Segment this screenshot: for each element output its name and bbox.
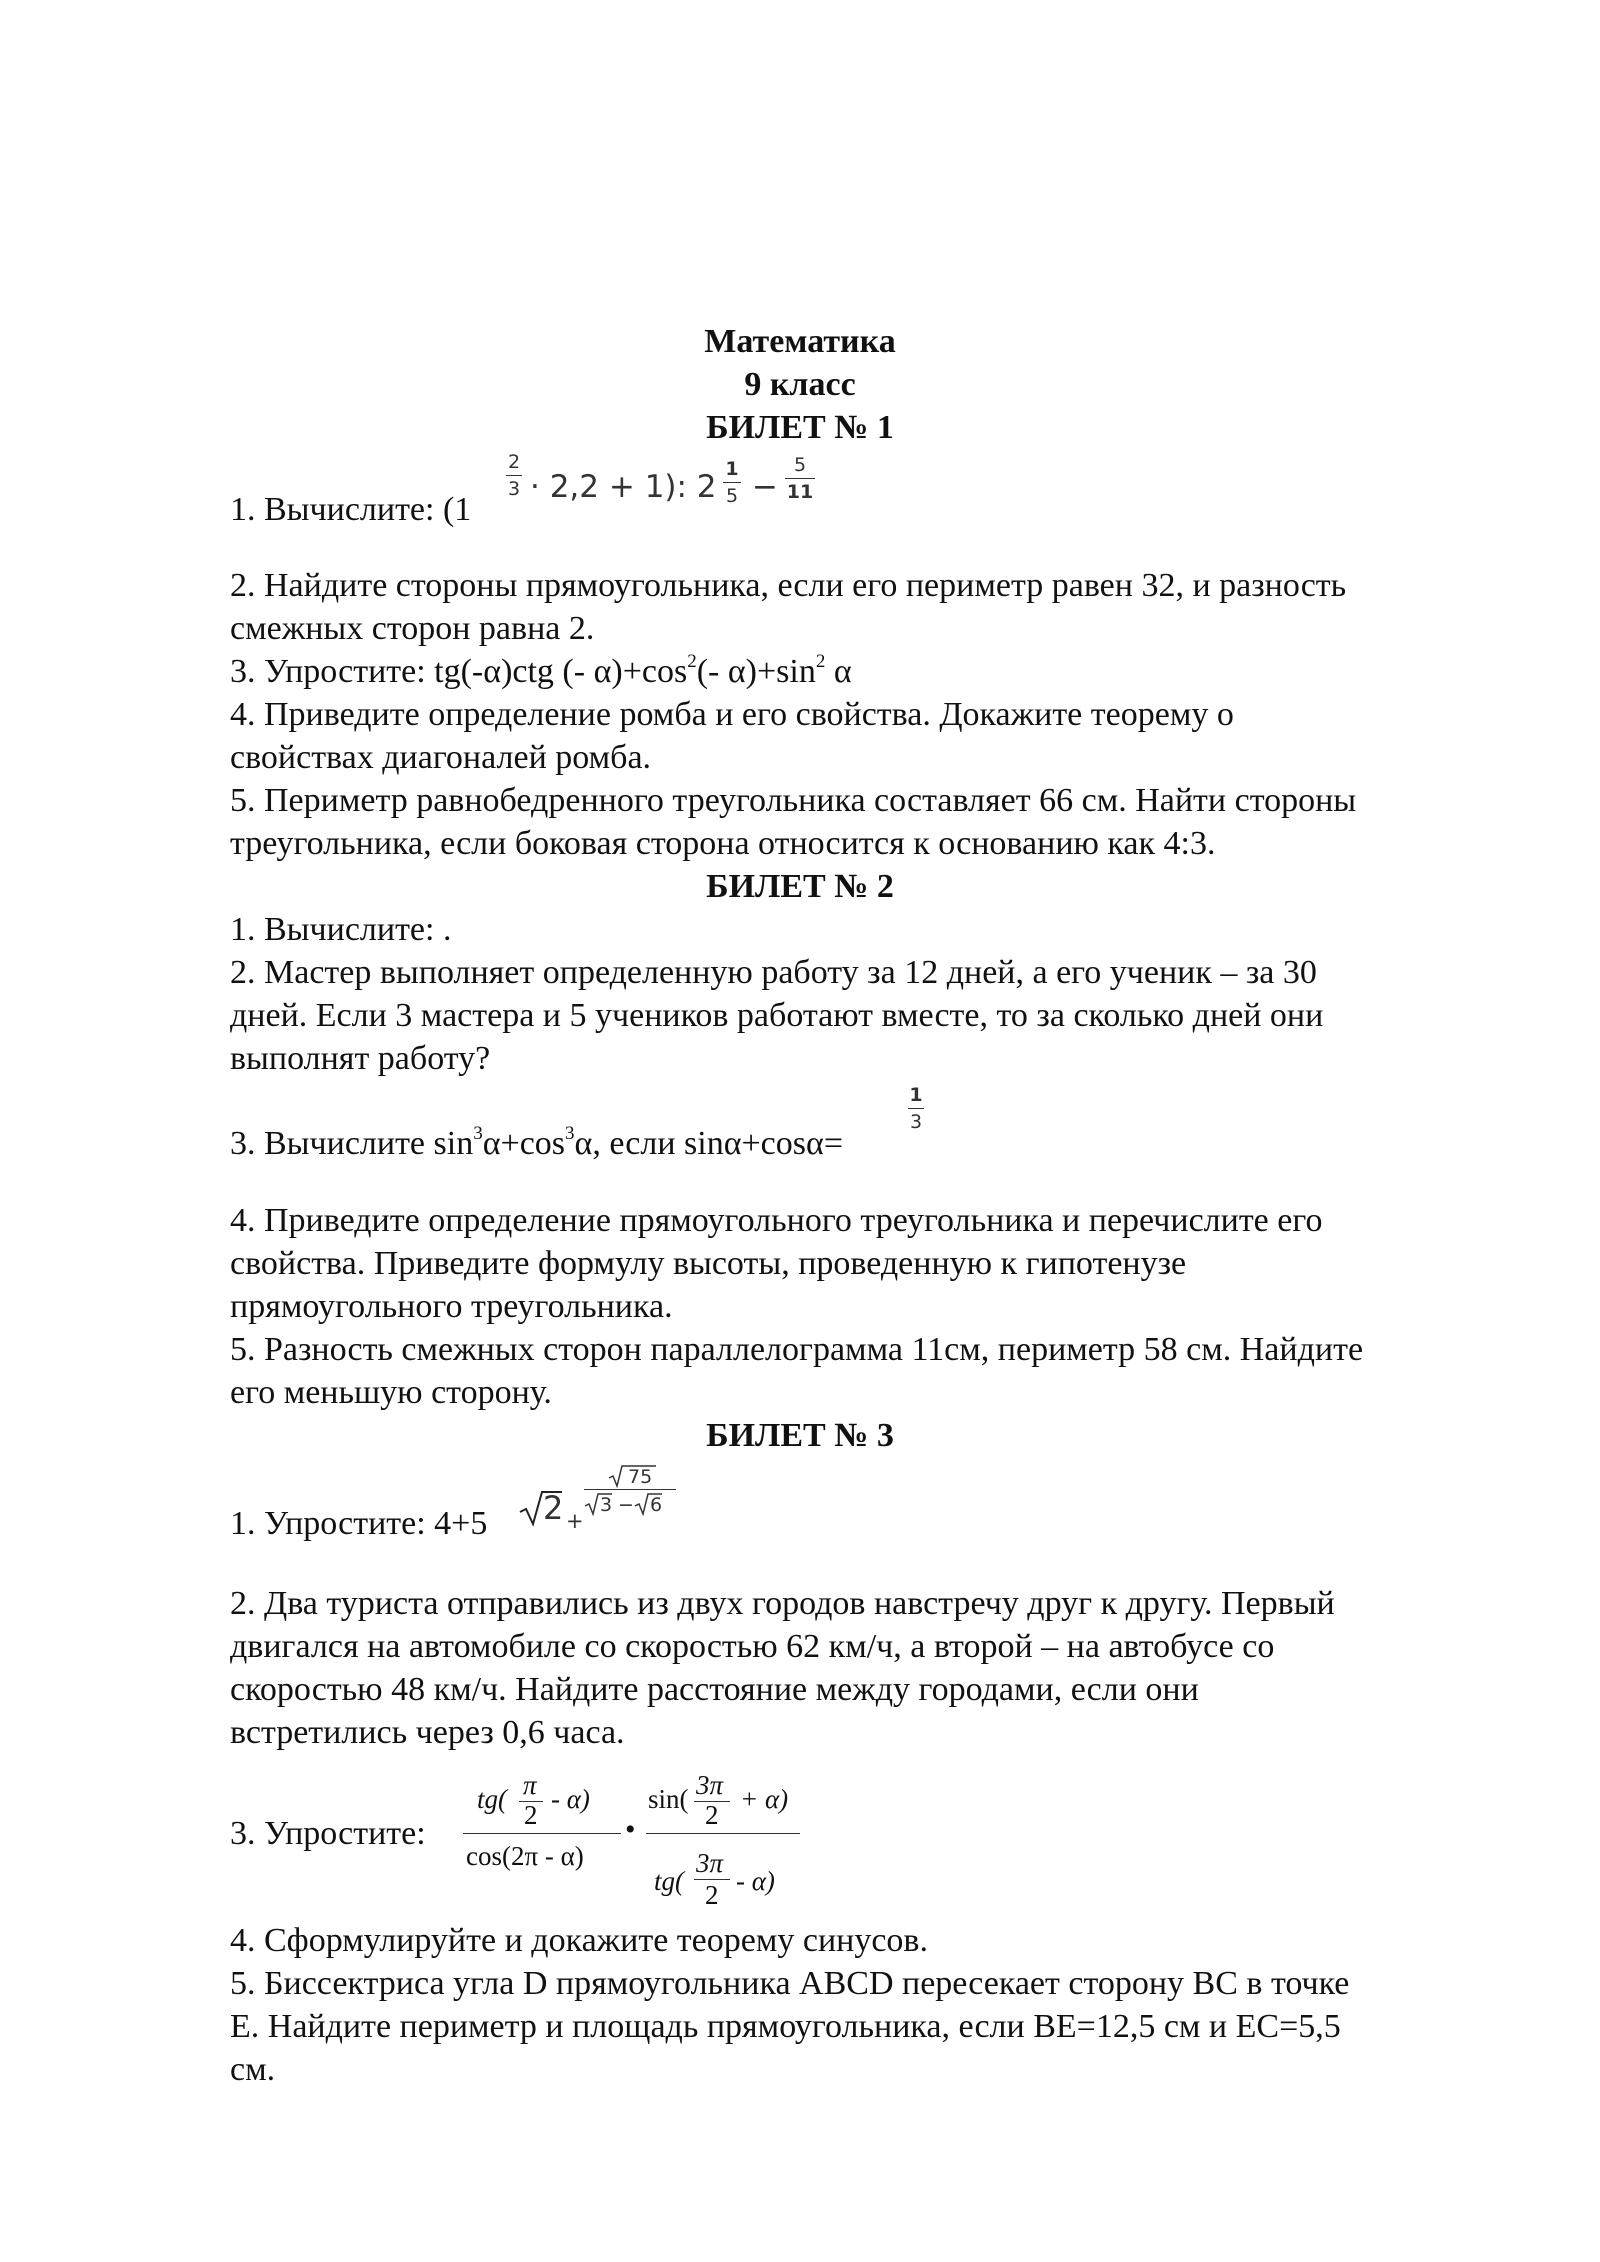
t2-q2-line-3: выполнят работу?: [230, 1040, 491, 1077]
t2-q3-frac: 1 3: [909, 1084, 923, 1133]
t1-q2-line-1: 2. Найдите стороны прямоугольника, если его периметр равен 32, и разность: [230, 567, 1347, 604]
t3-q5-line-2: E. Найдите периметр и площадь прямоугольника, если BE=12,5 см и EC=5,5: [230, 2008, 1341, 2045]
t1-q1-frac2: 1 5: [721, 458, 743, 507]
ticket-3-question-4: 4. Сформулируйте и докажите теорему синусов.: [230, 1922, 928, 1959]
t1-q1-middle: · 2,2 + 1): 2: [530, 469, 717, 505]
t3-q1-prefix: 1. Упростите: 4+5: [230, 1505, 488, 1542]
t2-q4-line-3: прямоугольного треугольника.: [230, 1288, 673, 1325]
t1-q1-prefix: 1. Вычислите: (1: [230, 491, 472, 528]
t1-q4-line-2: свойствах диагоналей ромба.: [230, 739, 652, 776]
t3-q5-line-3: см.: [230, 2051, 276, 2088]
t3-q3-left-bar: [463, 1833, 621, 1834]
t2-q2-line-2: дней. Если 3 мастера и 5 учеников работают вместе, то за сколько дней они: [230, 997, 1324, 1034]
t3-q2-line-2: двигался на автомобиле со скоростью 62 км/ч, а второй – на автобусе со: [230, 1628, 1275, 1665]
ticket-3-title: БИЛЕТ № 3: [706, 1417, 894, 1454]
t3-q1-plus: +: [566, 1509, 584, 1533]
t2-q2-line-1: 2. Мастер выполняет определенную работу за 12 дней, а его ученик – за 30: [230, 954, 1317, 991]
t3-q3-right-bar: [646, 1833, 800, 1834]
t1-q4-line-1: 4. Приведите определение ромба и его свойства. Докажите теорему о: [230, 696, 1234, 733]
t1-q1-frac3: 5 11: [786, 454, 814, 503]
t3-q5-line-1: 5. Биссектриса угла D прямоугольника ABCD пересекает сторону BC в точке: [230, 1965, 1350, 2002]
t3-q1-sqrt2-value: 2: [543, 1489, 564, 1527]
t3-q3-left-denominator: cos(2π - α): [466, 1841, 584, 1871]
t3-q1-numerator: 75: [584, 1463, 676, 1489]
t3-q2-line-3: скоростью 48 км/ч. Найдите расстояние между городами, если они: [230, 1671, 1199, 1708]
grade-title: 9 класс: [744, 366, 856, 403]
t2-q4-line-1: 4. Приведите определение прямоугольного треугольника и перечислите его: [230, 1202, 1323, 1239]
t2-q4-line-2: свойства. Приведите формулу высоты, проведенную к гипотенузе: [230, 1245, 1187, 1282]
ticket-2-question-1: 1. Вычислите: .: [230, 911, 452, 948]
t3-q1-denominator: 3 − 6: [584, 1490, 676, 1516]
t1-q5-line-1: 5. Периметр равнобедренного треугольника составляет 66 см. Найти стороны: [230, 782, 1357, 819]
t1-q1-minus: −: [752, 469, 778, 505]
t3-q2-line-4: встретились через 0,6 часа.: [230, 1714, 625, 1751]
ticket-1-title: БИЛЕТ № 1: [706, 409, 894, 446]
t2-q3-text: 3. Вычислите $\sin^3\alpha+\cos^3\alpha$, если sinα+cosα=: [230, 1123, 843, 1162]
document-page: Математика 9 класс БИЛЕТ № 1 1. Вычислите: (1 2 3 · 2,2 + 1): 2 1 5 − 5 11 2. Найдите стороны прямоугольника, если его периметр равен 32, и разность смежных сторон равна 2. 3. Упростите: tg(-α)ctg (- $\alpha)+\cos^2(-$ $\alpha)+\sin^2$ α 4. Приведите определение ромба и его свойства. Докажите теорему о свойствах диагоналей ромба. 5. Периметр равнобедренного треугольника составляет 66 см. Найти стороны треугольника, если боковая сторона относится к основанию как 4:3. БИЛЕТ № 2 1. Вычислите: . 2. Мастер выполняет определенную работу за 12 дней, а его ученик – за 30 дней. Если 3 мастера и 5 учеников работают вместе, то за сколько дней они выполнят работу? 3. Вычислите $\sin^3\alpha+\cos^3\alpha$, если sinα+cosα= 1 3 4. Приведите определение прямоугольного треугольника и перечислите его свойства. Приведите формулу высоты, проведенную к гипотенузе прямоугольного треугольника. 5. Разность смежных сторон параллелограмма 11см, периметр 58 см. Найдите его меньшую сторону. БИЛЕТ № 3 1. Упростите: 4+5 2 + 75 3 − 6 2. Два туриста отправились из двух городов навстречу друг к другу. Первый двигался на автомобиле со скоростью 62 км/ч, а второй – на автобусе со скоростью 48 км/ч. Найдите расстояние между городами, если они встретились через 0,6 часа. 3. Упростите: tg( π 2 - α) cos(2π - α) • sin( 3π 2 + α) tg( 3π 2 - α) 4. Сформулируйте и докажите теорему синусов. 5. Биссектриса угла D прямоугольника ABCD пересекает сторону BC в точке E. Найдите периметр и площадь прямоугольника, если BE=12,5 см и EC=5,5 см.: [0, 0, 1600, 2262]
t1-q1-frac1: 2 3: [507, 451, 521, 500]
t1-q2-line-2: смежных сторон равна 2.: [230, 610, 595, 647]
ticket-1-question-3: 3. Упростите: tg(-α)ctg (- $\alpha)+\cos^2(-$ $\alpha)+\sin^2$ α: [230, 651, 852, 690]
t3-q3-dot: •: [625, 1813, 636, 1846]
t2-q5-line-1: 5. Разность смежных сторон параллелограмма 11см, периметр 58 см. Найдите: [230, 1331, 1364, 1368]
t3-q1-fraction: [584, 1463, 676, 1516]
t3-q3-prefix: 3. Упростите:: [230, 1815, 426, 1852]
t2-q5-line-2: его меньшую сторону.: [230, 1374, 552, 1411]
t1-q5-line-2: треугольника, если боковая сторона относится к основанию как 4:3.: [230, 825, 1216, 862]
ticket-2-title: БИЛЕТ № 2: [706, 868, 894, 905]
t3-q2-line-1: 2. Два туриста отправились из двух городов навстречу друг к другу. Первый: [230, 1585, 1335, 1622]
subject-title: Математика: [704, 323, 896, 360]
